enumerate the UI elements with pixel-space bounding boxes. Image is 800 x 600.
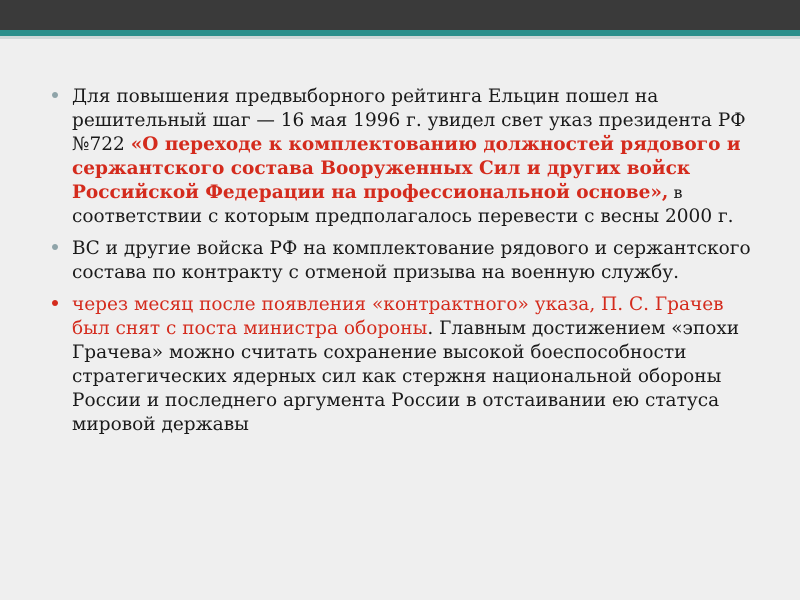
bullet-3-highlight: через месяц после появления «контрактного» указа, П. С. Грачев был снят с поста министра обороны — [72, 294, 724, 339]
bullet-item-2 — [46, 237, 756, 285]
slide-body — [46, 85, 756, 445]
bullet-1-connector: в — [668, 183, 683, 202]
header-accent-line-light — [0, 36, 800, 39]
bullet-icon — [52, 244, 58, 250]
bullet-icon — [52, 92, 58, 98]
bullet-1-decree-title: «О переходе к комплектованию должностей рядового и сержантского состава Вооруженных Сил и других войск Российской Федерации на профессиональной основе», — [72, 134, 741, 203]
bullet-item-1 — [46, 85, 756, 229]
bullet-3-text: . Главным достижением «эпохи Грачева» можно считать сохранение высокой боеспособности стратегических ядерных сил как стержня национальной обороны России и последнего аргумента России в отстаивании ею статуса мировой державы — [72, 318, 740, 435]
bullet-1-text-end: соответствии с которым предполагалось перевести с весны 2000 г. — [72, 206, 734, 227]
header-band — [0, 0, 800, 30]
bullet-item-3 — [46, 293, 756, 437]
bullet-1-text: Для повышения предвыборного рейтинга Ельцин пошел на решительный шаг — 16 мая 1996 г. увидел свет указ президента РФ №722 — [72, 86, 746, 155]
bullet-icon — [52, 300, 58, 306]
bullet-2-text: ВС и другие войска РФ на комплектование рядового и сержантского состава по контракту с отменой призыва на военную службу. — [72, 238, 751, 283]
